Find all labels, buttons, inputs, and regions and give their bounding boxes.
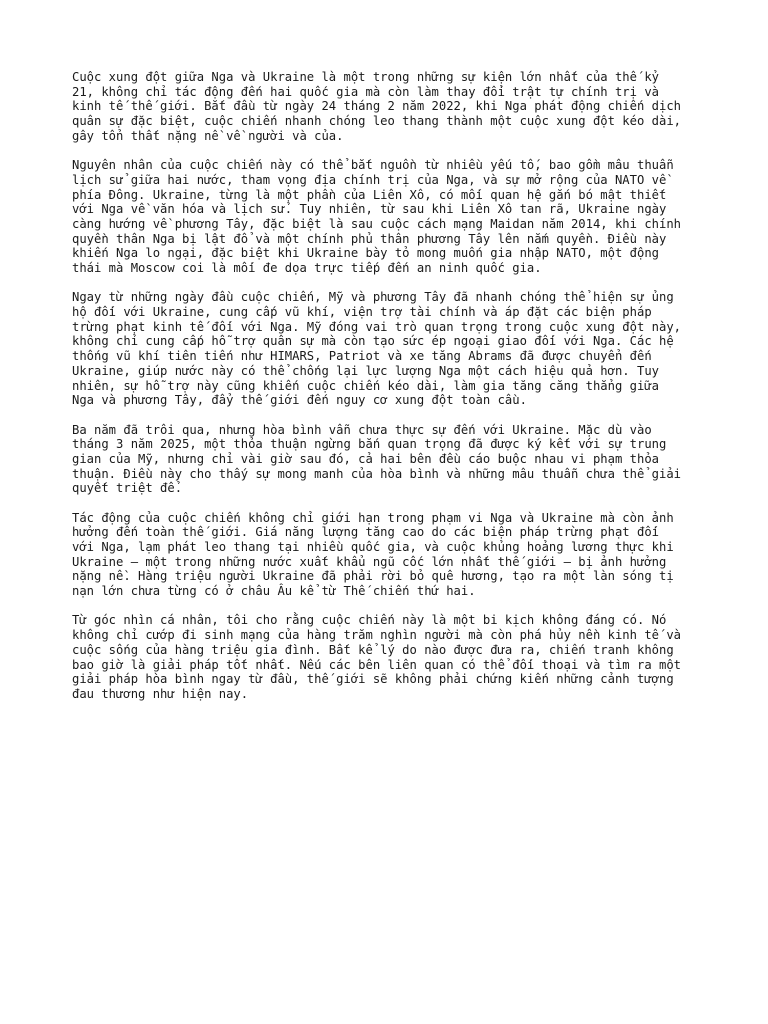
paragraph-6: Từ góc nhìn cá nhân, tôi cho rằng cuộc chiến này là một bi kịch không đáng có. Nó không chỉ cướp đi sinh mạng của hàng trăm nghìn người mà còn phá hủy nền kinh tế và cuộc sống của hàng triệu gia đình. Bất kể lý do nào được đưa ra, chiến tranh không bao giờ là giải pháp tốt nhất. Nếu các bên liên quan có thể đối thoại và tìm ra một giải pháp hòa bình ngay từ đầu, thế giới sẽ không phải chứng kiến những cảnh tượng đau thương như hiện nay. xyxy=(72,613,682,701)
paragraph-1: Cuộc xung đột giữa Nga và Ukraine là một trong những sự kiện lớn nhất của thế kỷ 21, không chỉ tác động đến hai quốc gia mà còn làm thay đổi trật tự chính trị và kinh tế thế giới. Bắt đầu từ ngày 24 tháng 2 năm 2022, khi Nga phát động chiến dịch quân sự đặc biệt, cuộc chiến nhanh chóng leo thang thành một cuộc xung đột kéo dài, gây tổn thất nặng nề về người và của. xyxy=(72,70,682,143)
paragraph-3: Ngay từ những ngày đầu cuộc chiến, Mỹ và phương Tây đã nhanh chóng thể hiện sự ủng hộ đối với Ukraine, cung cấp vũ khí, viện trợ tài chính và áp đặt các biện pháp trừng phạt kinh tế đối với Nga. Mỹ đóng vai trò quan trọng trong cuộc xung đột này, không chỉ cung cấp hỗ trợ quân sự mà còn tạo sức ép ngoại giao đối với Nga. Các hệ thống vũ khí tiên tiến như HIMARS, Patriot và xe tăng Abrams đã được chuyển đến Ukraine, giúp nước này có thể chống lại lực lượng Nga một cách hiệu quả hơn. Tuy nhiên, sự hỗ trợ này cũng khiến cuộc chiến kéo dài, làm gia tăng căng thẳng giữa Nga và phương Tây, đẩy thế giới đến nguy cơ xung đột toàn cầu. xyxy=(72,290,682,408)
paragraph-5: Tác động của cuộc chiến không chỉ giới hạn trong phạm vi Nga và Ukraine mà còn ảnh hưởng đến toàn thế giới. Giá năng lượng tăng cao do các biện pháp trừng phạt đối với Nga, lạm phát leo thang tại nhiều quốc gia, và cuộc khủng hoảng lương thực khi Ukraine – một trong những nước xuất khẩu ngũ cốc lớn nhất thế giới – bị ảnh hưởng nặng nề. Hàng triệu người Ukraine đã phải rời bỏ quê hương, tạo ra một làn sóng tị nạn lớn chưa từng có ở châu Âu kể từ Thế chiến thứ hai. xyxy=(72,510,674,599)
paragraph-2: Nguyên nhân của cuộc chiến này có thể bắt nguồn từ nhiều yếu tố, bao gồm mâu thuẫn lịch sử giữa hai nước, tham vọng địa chính trị của Nga, và sự mở rộng của NATO về phía Đông. Ukraine, từng là một phần của Liên Xô, có mối quan hệ gắn bó mật thiết với Nga về văn hóa và lịch sử. Tuy nhiên, từ sau khi Liên Xô tan rã, Ukraine ngày càng hướng về phương Tây, đặc biệt là sau cuộc cách mạng Maidan năm 2014, khi chính quyền thân Nga bị lật đổ và một chính phủ thân phương Tây lên nắm quyền. Điều này khiến Nga lo ngại, đặc biệt khi Ukraine bày tỏ mong muốn gia nhập NATO, một động thái mà Moscow coi là mối đe dọa trực tiếp đến an ninh quốc gia. xyxy=(72,158,682,276)
paragraph-4: Ba năm đã trôi qua, nhưng hòa bình vẫn chưa thực sự đến với Ukraine. Mặc dù vào tháng 3 năm 2025, một thỏa thuận ngừng bắn quan trọng đã được ký kết với sự trung gian của Mỹ, nhưng chỉ vài giờ sau đó, cả hai bên đều cáo buộc nhau vi phạm thỏa thuận. Điều này cho thấy sự mong manh của hòa bình và những mâu thuẫn chưa thể giải quyết triệt để. xyxy=(72,422,682,496)
